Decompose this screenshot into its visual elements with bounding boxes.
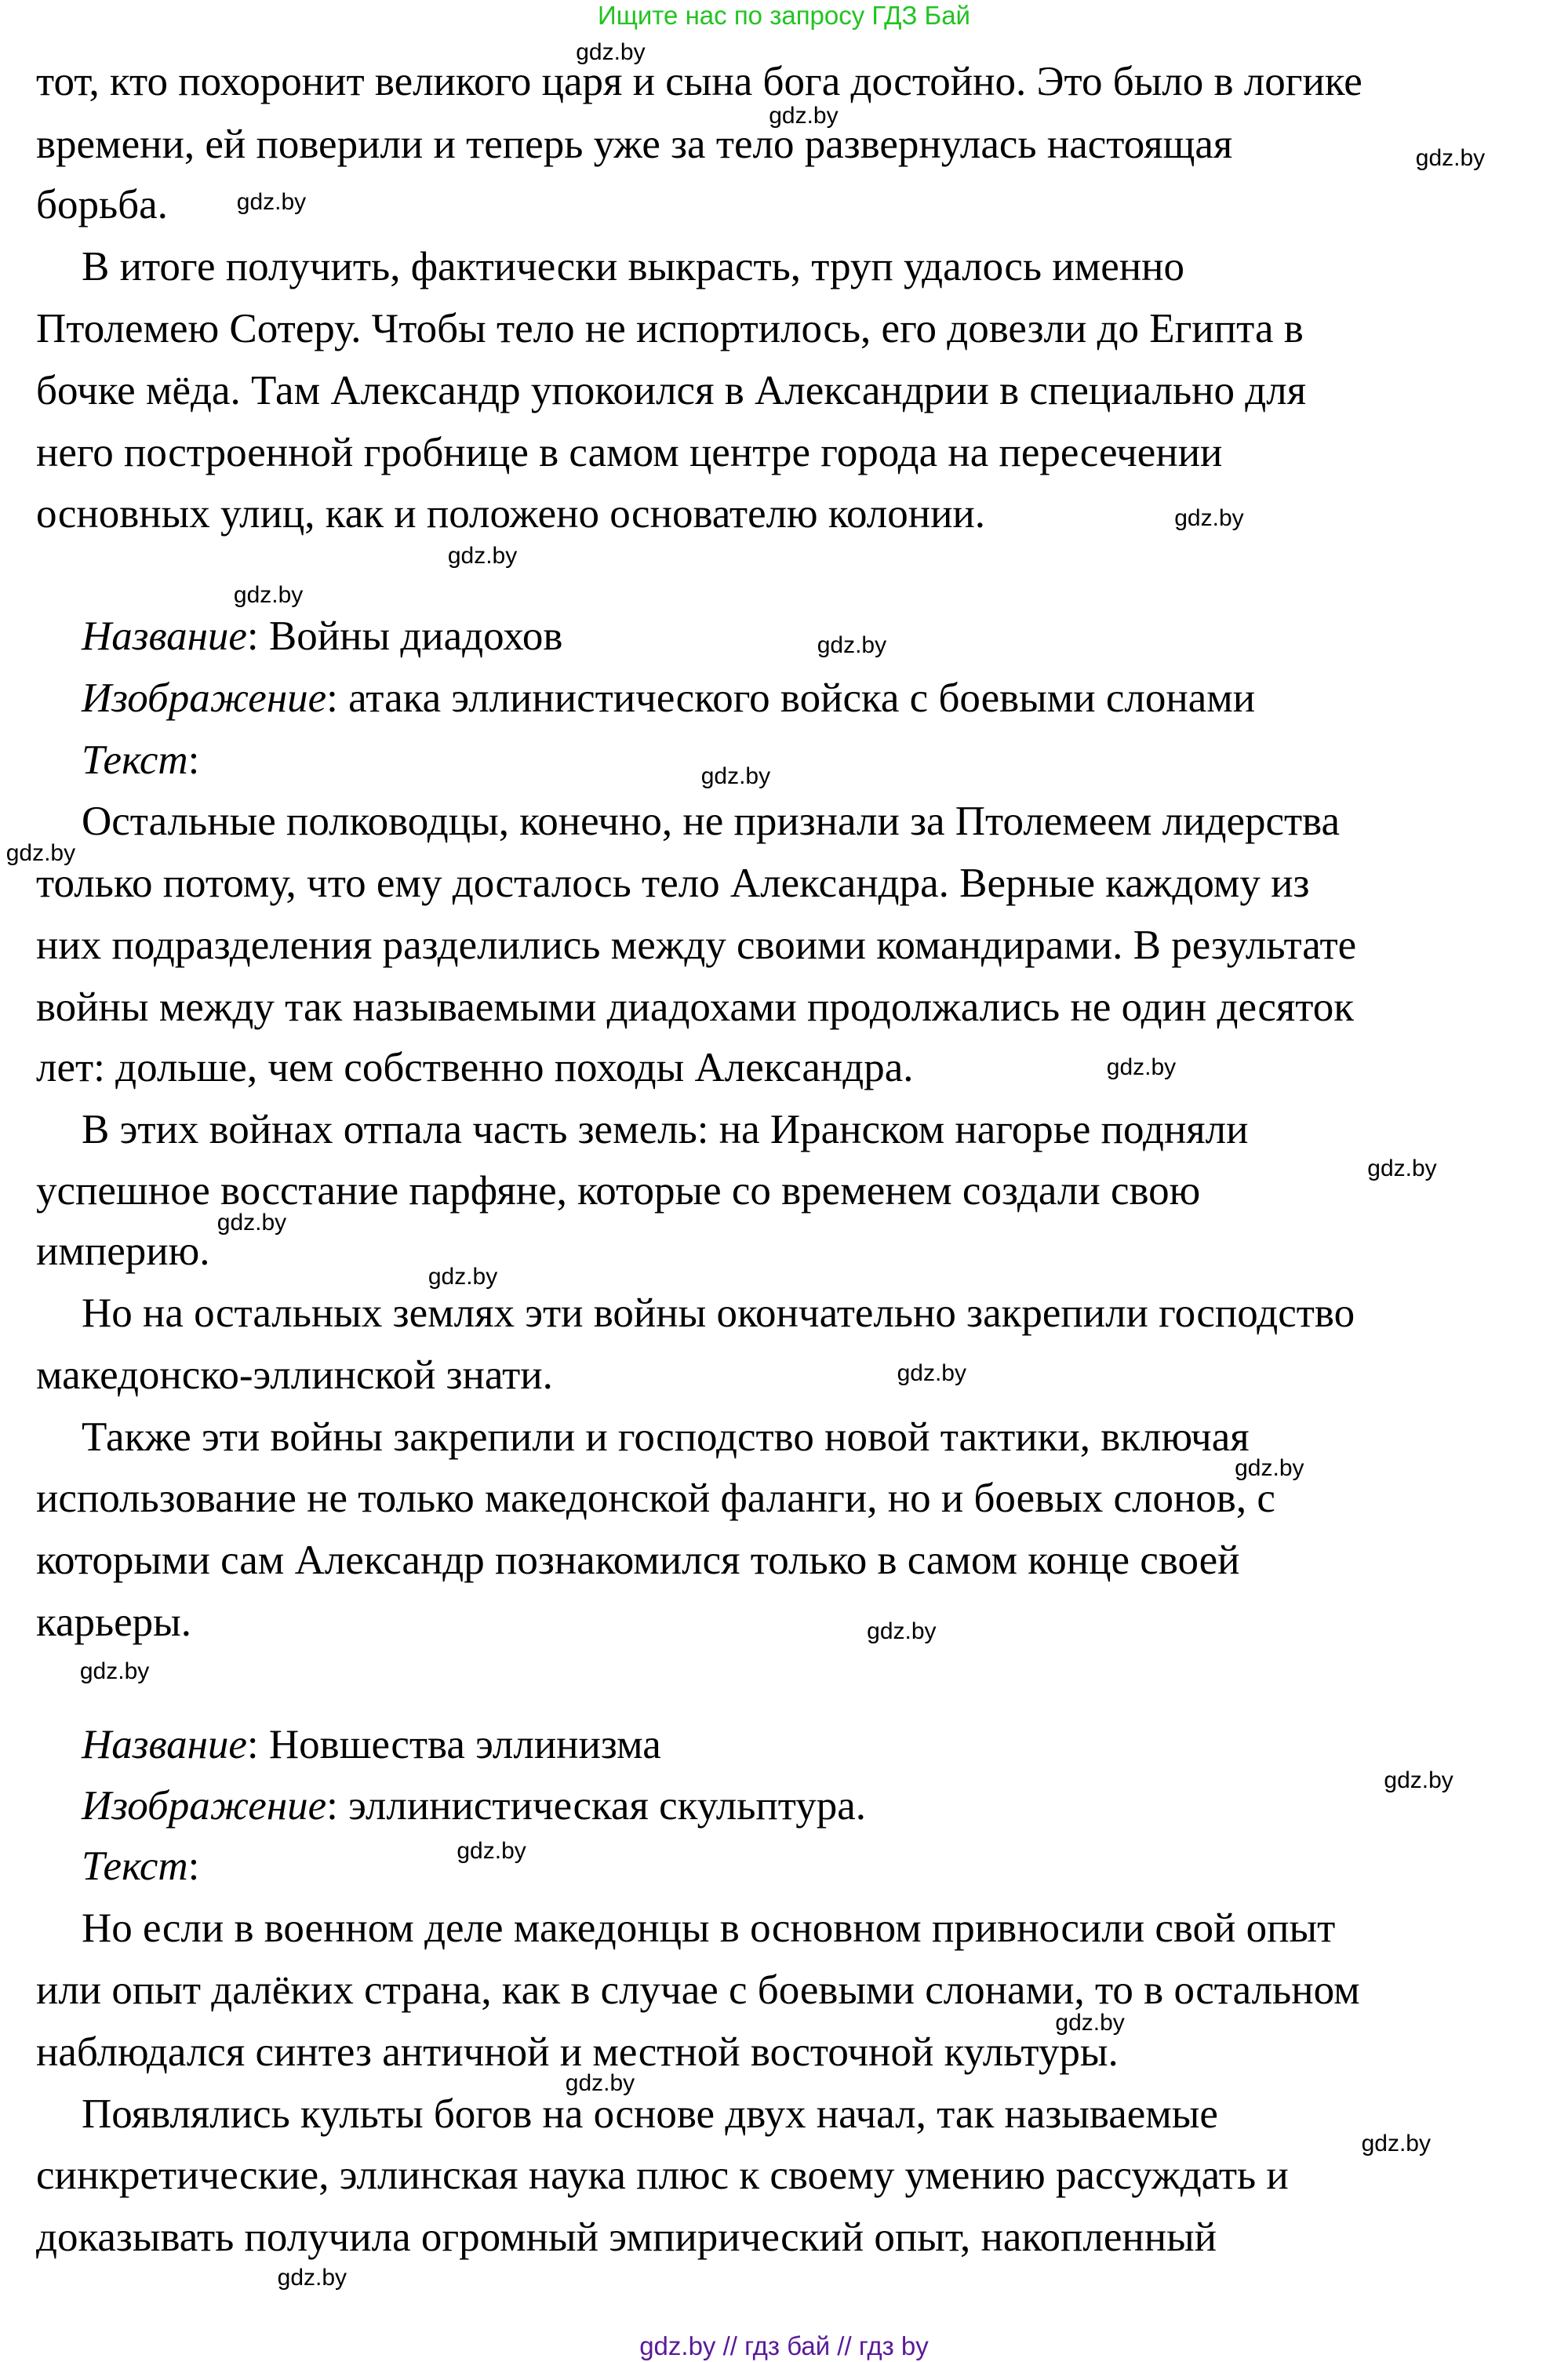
line-text: Но если в военном деле македонцы в основном привносили свой опыт [82, 1905, 1336, 1952]
watermark: gdz.by [1235, 1455, 1304, 1482]
line-text: успешное восстание парфяне, которые со временем создали свою [36, 1168, 1201, 1214]
line-text: : [187, 737, 200, 783]
line-text: : [187, 1843, 200, 1890]
field-label: Название [82, 613, 247, 659]
watermark: gdz.by [233, 582, 304, 609]
text-line [36, 56, 1362, 107]
line-text: Появлялись культы богов на основе двух начал, так называемые [82, 2091, 1218, 2137]
text-line [36, 489, 985, 539]
line-text: карьеры. [36, 1599, 192, 1645]
line-text: В этих войнах отпала часть земель: на Иранском нагорье подняли [82, 1106, 1249, 1152]
line-text: : Новшества эллинизма [246, 1721, 661, 1767]
text-line [36, 2150, 1289, 2200]
line-text: него построенной гробнице в самом центре города на пересечении [36, 429, 1223, 475]
text-line [36, 1166, 1200, 1216]
line-text: войны между так называемыми диадохами продолжались не один десяток [36, 984, 1354, 1030]
watermark: gdz.by [5, 839, 76, 866]
watermark: gdz.by [457, 1838, 526, 1865]
line-text: использование не только македонской фаланги, но и боевых слонов, с [36, 1476, 1275, 1522]
watermark: gdz.by [1174, 505, 1244, 532]
line-text: В итоге получить, фактически выкрасть, труп удалось именно [82, 244, 1185, 290]
search-hint-header: Ищите нас по запросу ГДЗ Бай [598, 1, 970, 30]
field-line [82, 1720, 661, 1770]
text-line [36, 1535, 1240, 1585]
line-text: наблюдался синтез античной и местной восточной культуры. [36, 2029, 1119, 2075]
line-text: бочке мёда. Там Александр упокоился в Александрии в специально для [36, 367, 1307, 413]
text-line [82, 796, 1340, 846]
text-line [36, 920, 1356, 970]
text-line [36, 1597, 191, 1647]
field-line [82, 611, 562, 661]
watermark: gdz.by [769, 102, 839, 129]
line-text: основных улиц, как и положено основателю колонии. [36, 491, 986, 537]
text-line [82, 1105, 1249, 1155]
watermark: gdz.by [79, 1658, 150, 1685]
watermark: gdz.by [427, 1263, 498, 1290]
watermark: gdz.by [1367, 1155, 1437, 1181]
line-text: которыми сам Александр познакомился только в самом конце своей [36, 1538, 1240, 1584]
watermark: gdz.by [700, 762, 771, 789]
line-text: синкретические, эллинская наука плюс к своему умению рассуждать и [36, 2153, 1289, 2199]
line-text: лет: дольше, чем собственно походы Александра. [36, 1044, 914, 1090]
line-text: : эллинистическая скульптура. [326, 1783, 866, 1829]
watermark: gdz.by [216, 1209, 287, 1236]
site-footer: gdz.by // гдз бай // гдз by [639, 2331, 929, 2360]
watermark: gdz.by [1055, 2010, 1125, 2036]
watermark: gdz.by [565, 2070, 635, 2097]
text-line [36, 1226, 210, 1276]
field-line [82, 673, 1255, 723]
watermark: gdz.by [576, 39, 646, 66]
text-line [36, 366, 1306, 416]
line-text: македонско-эллинской знати. [36, 1352, 553, 1398]
text-line [36, 2212, 1217, 2262]
line-text: Но на остальных землях эти войны окончательно закрепили господство [82, 1290, 1355, 1336]
watermark: gdz.by [867, 1618, 937, 1644]
text-line [82, 1288, 1355, 1338]
watermark: gdz.by [236, 188, 307, 215]
line-text: них подразделения разделились между своими командирами. В результате [36, 923, 1357, 969]
text-line [36, 119, 1232, 169]
text-line [36, 2027, 1119, 2077]
text-line [36, 1965, 1360, 2015]
watermark: gdz.by [817, 631, 887, 658]
text-line [36, 304, 1304, 354]
line-text: империю. [36, 1228, 210, 1275]
field-label: Изображение [82, 675, 327, 721]
field-line [82, 1781, 866, 1831]
watermark: gdz.by [1106, 1054, 1177, 1080]
text-line [36, 1350, 553, 1400]
watermark: gdz.by [1415, 144, 1486, 171]
field-label: Название [82, 1721, 247, 1767]
text-line [36, 982, 1354, 1032]
line-text: борьба. [36, 182, 168, 228]
text-line [36, 1043, 914, 1093]
watermark: gdz.by [897, 1359, 966, 1386]
watermark: gdz.by [277, 2265, 347, 2291]
field-label: Текст [82, 1843, 188, 1890]
line-text: только потому, что ему досталось тело Александра. Верные каждому из [36, 861, 1310, 907]
line-text: Остальные полководцы, конечно, не признали за Птолемеем лидерства [82, 799, 1341, 845]
watermark: gdz.by [447, 543, 518, 570]
text-line [36, 858, 1309, 908]
text-line [36, 1473, 1275, 1523]
text-line [82, 2089, 1218, 2139]
line-text: времени, ей поверили и теперь уже за тело развернулась настоящая [36, 122, 1233, 168]
line-text: : Войны диадохов [246, 613, 563, 659]
text-line [36, 180, 168, 230]
watermark: gdz.by [1384, 1767, 1453, 1793]
text-line [82, 1903, 1335, 1953]
field-line [82, 735, 199, 785]
line-text: или опыт далёких страна, как в случае с боевыми слонами, то в остальном [36, 1967, 1360, 2013]
field-label: Изображение [82, 1783, 327, 1829]
line-text: Птолемею Сотеру. Чтобы тело не испортилось, его довезли до Египта в [36, 305, 1304, 351]
text-line [36, 428, 1222, 478]
text-line [82, 1412, 1250, 1462]
watermark: gdz.by [1361, 2131, 1431, 2157]
line-text: доказывать получила огромный эмпирический опыт, накопленный [36, 2215, 1217, 2261]
line-text: тот, кто похоронит великого царя и сына бога достойно. Это было в логике [36, 58, 1362, 104]
field-line [82, 1841, 199, 1891]
line-text: : атака эллинистического войска с боевыми слонами [326, 675, 1256, 721]
line-text: Также эти войны закрепили и господство новой тактики, включая [82, 1414, 1250, 1460]
text-line [82, 242, 1184, 292]
field-label: Текст [82, 737, 188, 783]
